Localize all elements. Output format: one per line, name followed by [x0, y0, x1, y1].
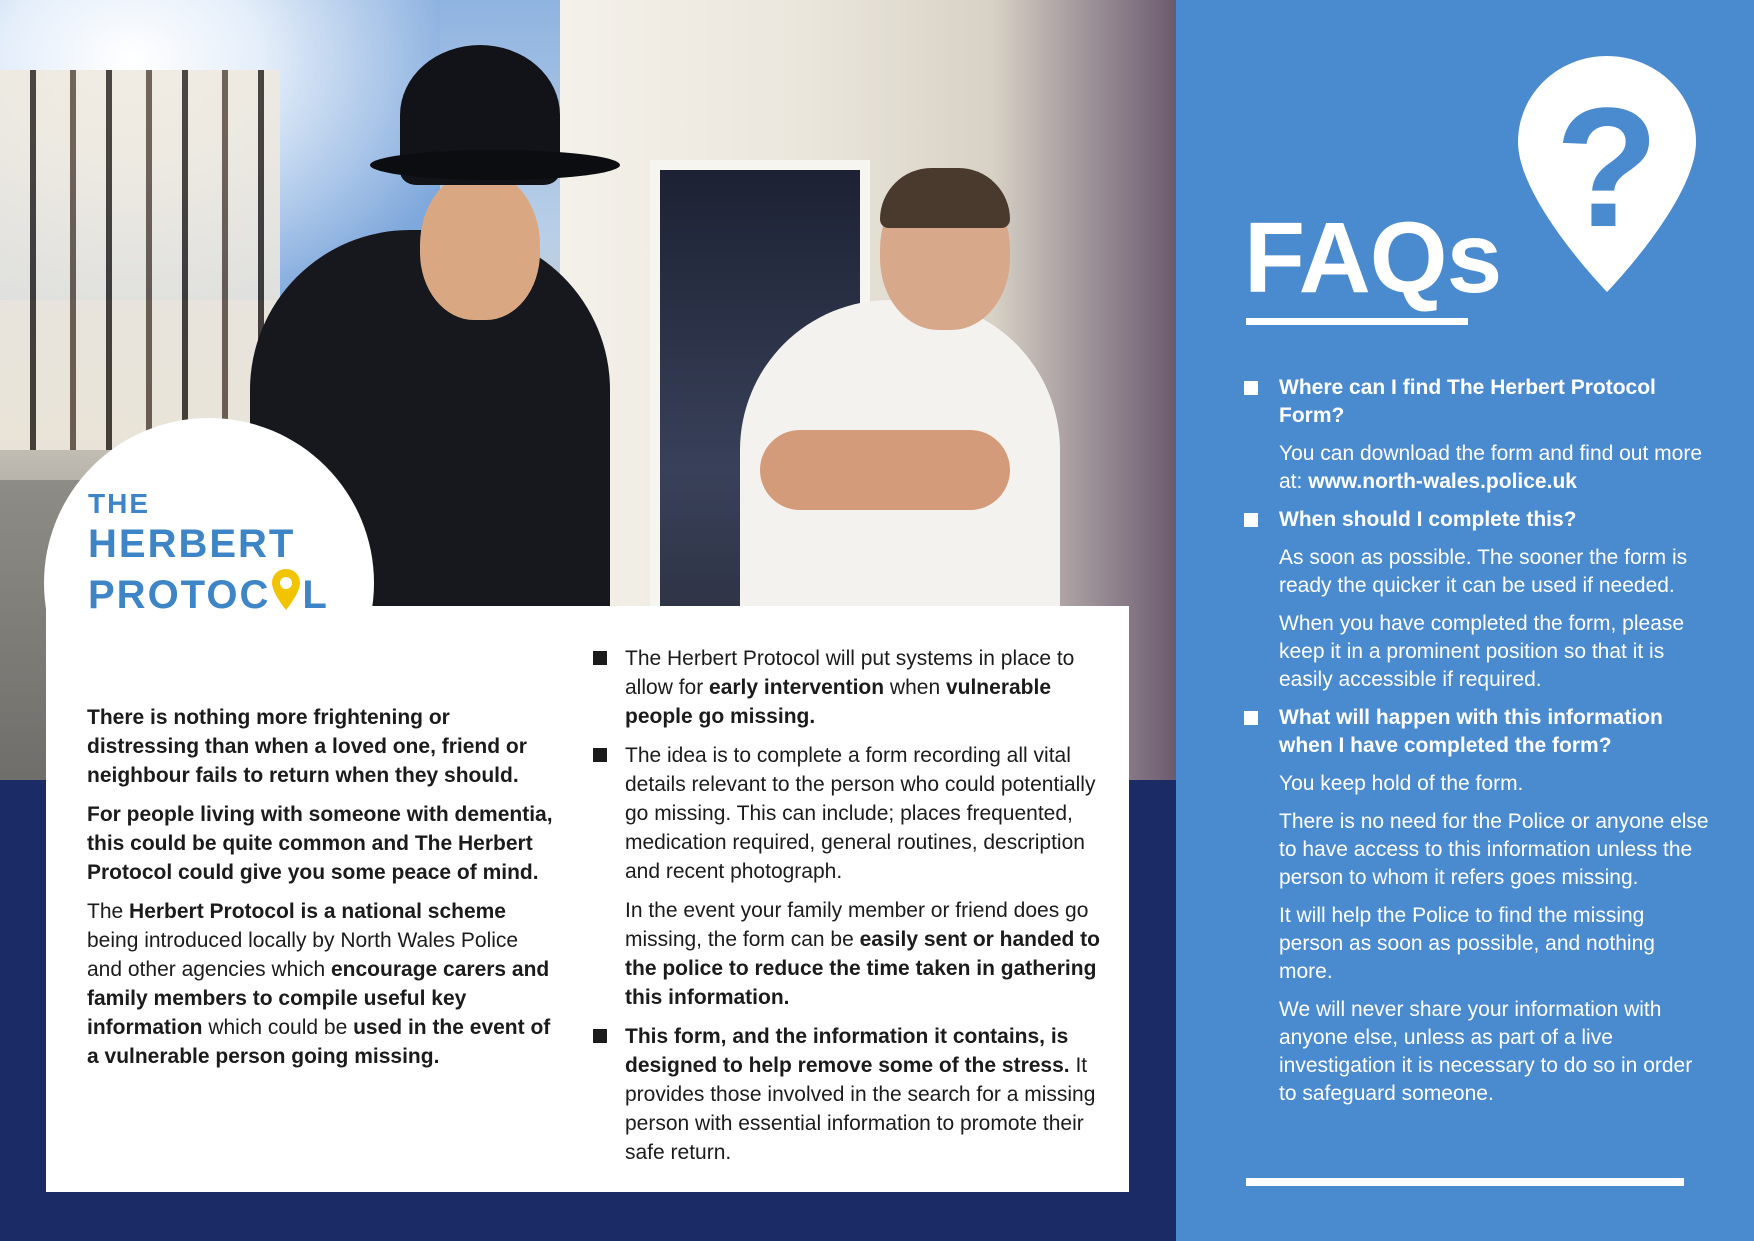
- bullet-square-icon: [593, 651, 607, 665]
- logo-line-1: THE: [88, 488, 150, 519]
- svg-text:?: ?: [1555, 73, 1659, 263]
- intro-text: [87, 703, 557, 1081]
- bullet-item-1: [590, 644, 1105, 731]
- faq-answer-3b: There is no need for the Police or anyone else to have access to this information unless the person to whom it refers goes missing.: [1279, 810, 1709, 889]
- text-run: www.north-wales.police.uk: [1308, 470, 1577, 493]
- herbert-protocol-logo: [88, 490, 329, 619]
- photo-officer-head: [420, 170, 540, 320]
- location-pin-icon: [271, 568, 301, 612]
- faq-item-1: [1244, 374, 1714, 496]
- faq-item-3: [1244, 704, 1714, 1108]
- bullet-item-3: [590, 1022, 1105, 1167]
- faq-title-underline: [1246, 318, 1468, 325]
- faq-question-3: What will happen with this information when I have completed the form?: [1279, 706, 1663, 757]
- text-run: It provides those involved in the search for a missing person with essential information to promote their safe return.: [625, 1054, 1096, 1164]
- question-pin-icon: [1516, 54, 1698, 294]
- text-run: used in the event of a vulnerable person going missing.: [87, 1016, 551, 1068]
- logo-line-3: [88, 568, 329, 615]
- faq-item-2: [1244, 506, 1714, 694]
- bullet-square-icon: [1244, 513, 1258, 527]
- faq-question-2: When should I complete this?: [1279, 508, 1577, 531]
- intro-paragraph-1: [87, 703, 557, 790]
- photo-crossed-arms: [760, 430, 1010, 510]
- text-run: The Herbert Protocol will put systems in place to allow for: [625, 647, 1075, 699]
- faq-bottom-rule: [1246, 1178, 1684, 1186]
- intro-paragraph-3: [87, 897, 557, 1071]
- intro-paragraph-2: [87, 800, 557, 887]
- bullet-list: [590, 644, 1105, 1177]
- text-run: when: [884, 676, 946, 699]
- faq-answer-2a: As soon as possible. The sooner the form is ready the quicker it can be used if needed.: [1279, 546, 1688, 597]
- faq-column: [1176, 0, 1754, 1241]
- text-run: Herbert Protocol is a national scheme: [129, 900, 506, 923]
- faq-question-1: Where can I find The Herbert Protocol Form?: [1279, 376, 1656, 427]
- faq-title: FAQs: [1244, 202, 1502, 314]
- intro-p2-text: For people living with someone with dementia, this could be quite common and The Herbert Protocol could give you some peace of mind.: [87, 803, 553, 884]
- logo-line-3a: PROTOC: [88, 573, 271, 617]
- bullet-3-text: [625, 1022, 1105, 1167]
- text-run: The: [87, 900, 130, 923]
- text-run: In the event your family member or friend does go missing, the form can be: [625, 899, 1089, 951]
- text-run: This form, and the information it contains, is designed to help remove some of the stress.: [625, 1025, 1070, 1077]
- faq-answer-1: [1279, 440, 1714, 496]
- bullet-2-continued: [625, 896, 1105, 1012]
- bullet-square-icon: [593, 748, 607, 762]
- bullet-item-2: [590, 741, 1105, 1012]
- faq-answer-2b: When you have completed the form, please keep it in a prominent position so that it is easily accessible if required.: [1279, 612, 1685, 691]
- text-run: early intervention: [709, 676, 885, 699]
- faq-answer-3d: We will never share your information with anyone else, unless as part of a live investigation it is necessary to do so in order to safeguard someone.: [1279, 998, 1693, 1105]
- bullet-square-icon: [593, 1029, 607, 1043]
- faq-answer-3c: It will help the Police to find the missing person as soon as possible, and nothing more.: [1279, 904, 1655, 983]
- bullet-1-text: [625, 644, 1105, 731]
- bullet-2-text: The idea is to complete a form recording all vital details relevant to the person who could potentially go missing. This can include; places frequented, medication required, general routines, description and recent photograph.: [625, 744, 1096, 883]
- bullet-square-icon: [1244, 711, 1258, 725]
- text-run: being introduced locally by North Wales Police and other agencies which: [87, 929, 519, 981]
- text-run: easily sent or handed to the police to reduce the time taken in gathering this information.: [625, 928, 1101, 1009]
- logo-line-2: HERBERT: [88, 522, 296, 566]
- bullet-square-icon: [1244, 381, 1258, 395]
- faq-list: [1244, 374, 1714, 1118]
- intro-p1-text: There is nothing more frightening or distressing than when a loved one, friend or neighbour fails to return when they should.: [87, 706, 527, 787]
- text-run: You can download the form and find out more at:: [1279, 442, 1703, 493]
- text-run: which could be: [202, 1016, 354, 1039]
- logo-line-3b: L: [302, 573, 329, 617]
- text-run: encourage carers and family members to compile useful key information: [87, 958, 550, 1039]
- photo-houses: [0, 70, 280, 450]
- text-run: vulnerable people go missing.: [625, 676, 1052, 728]
- photo-helmet-brim: [370, 150, 620, 180]
- faq-answer-3a: You keep hold of the form.: [1279, 772, 1524, 795]
